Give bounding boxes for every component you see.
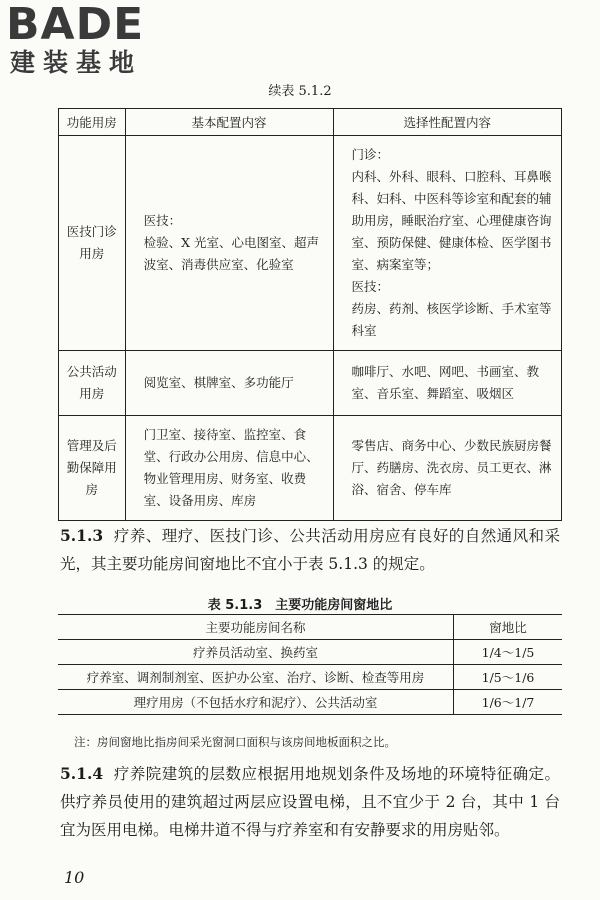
basic-text: 检验、X 光室、心电图室、超声波室、消毒供应室、化验室: [143, 235, 319, 272]
basic-subheading: 医技：: [143, 213, 182, 228]
table-row: [59, 416, 562, 521]
clause-number: 5.1.4: [60, 764, 104, 783]
table-header-row: [59, 109, 562, 136]
room-name: 理疗用房（不包括水疗和泥疗）、公共活动室: [58, 690, 454, 715]
clause-number: 5.1.3: [60, 526, 104, 545]
optional-content: [333, 416, 561, 521]
basic-text: 阅览室、棋牌室、多功能厅: [143, 375, 294, 390]
logo-subtitle: 建装基地: [10, 48, 143, 77]
table-row: [59, 136, 562, 351]
col-header-room: 主要功能房间名称: [58, 615, 454, 640]
table2-caption: 表 5.1.3 主要功能房间窗地比: [207, 598, 393, 613]
optional-subheading: 医技：: [351, 279, 390, 294]
window-ratio: 1/6～1/7: [454, 690, 563, 715]
basic-content: [125, 416, 333, 521]
optional-content: [333, 351, 561, 416]
row-name: 管理及后勤保障用房: [59, 416, 126, 521]
col-header-basic: 基本配置内容: [125, 109, 333, 136]
logo-text: BADE: [6, 0, 145, 50]
optional-text: 内科、外科、眼科、口腔科、耳鼻喉科、妇科、中医科等诊室和配套的辅助用房，睡眠治疗室、心理健康咨询室、预防保健、健康体检、医学图书室、病案室等；: [351, 169, 552, 272]
room-name: 疗养员活动室、换药室: [58, 640, 454, 665]
clause-text: 疗养、理疗、医技门诊、公共活动用房应有良好的自然通风和采光，其主要功能房间窗地比不宜小于表 5.1.3 的规定。: [60, 527, 560, 573]
row-name: 医技门诊用房: [59, 136, 126, 351]
room-name: 疗养室、调剂制剂室、医护办公室、治疗、诊断、检查等用房: [58, 665, 454, 690]
optional-text: 药房、药剂、核医学诊断、手术室等科室: [351, 301, 552, 338]
row-name: 公共活动用房: [59, 351, 126, 416]
optional-content: [333, 136, 561, 351]
optional-subheading: 门诊：: [351, 147, 390, 162]
brand-logo: [6, 2, 176, 78]
table-5-1-2-continued: [58, 108, 562, 521]
table2-note: 注：房间窗地比指房间采光窗洞口面积与该房间地板面积之比。: [74, 735, 396, 749]
page-number: 10: [64, 868, 85, 887]
window-ratio: 1/5～1/6: [454, 665, 563, 690]
clause-5-1-4: [60, 760, 560, 844]
clause-text: 疗养院建筑的层数应根据用地规划条件及场地的环境特征确定。供疗养员使用的建筑超过两层应设置电梯，且不宜少于 2 台，其中 1 台宜为医用电梯。电梯井道不得与疗养室和有安静要求的用房贴邻。: [60, 765, 560, 839]
optional-text: 咖啡厅、水吧、网吧、书画室、教室、音乐室、舞蹈室、吸烟区: [351, 364, 540, 401]
col-header-function: 功能用房: [59, 109, 126, 136]
table-header-row: [58, 615, 562, 640]
basic-content: [125, 351, 333, 416]
window-ratio: 1/4～1/5: [454, 640, 563, 665]
clause-5-1-3: [60, 522, 560, 578]
table-5-1-3: [58, 614, 562, 715]
basic-text: 门卫室、接待室、监控室、食堂、行政办公用房、信息中心、物业管理用房、财务室、收费室、设备用房、库房: [143, 427, 319, 508]
table-row: [59, 351, 562, 416]
optional-text: 零售店、商务中心、少数民族厨房餐厅、药膳房、洗衣房、员工更衣、淋浴、宿舍、停车库: [351, 438, 552, 497]
basic-content: [125, 136, 333, 351]
table-row: [58, 690, 562, 715]
table1-caption: 续表 5.1.2: [268, 84, 332, 99]
table-row: [58, 665, 562, 690]
col-header-ratio: 窗地比: [454, 615, 563, 640]
table-row: [58, 640, 562, 665]
col-header-optional: 选择性配置内容: [333, 109, 561, 136]
